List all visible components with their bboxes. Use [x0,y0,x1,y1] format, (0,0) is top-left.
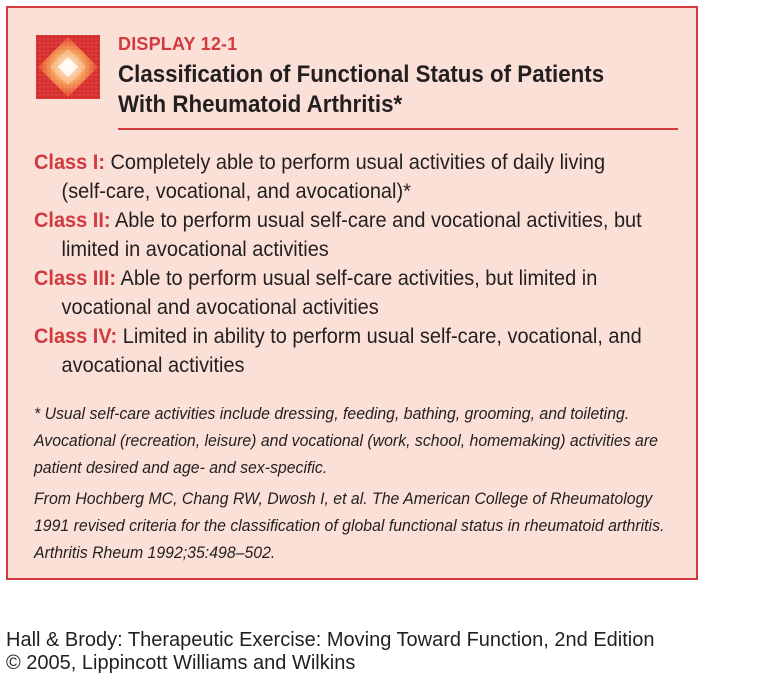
class-term: Class IV: [34,325,118,348]
class-term: Class III: [34,267,117,290]
class-item-1 [34,148,652,206]
display-title: Classification of Functional Status of Patients With Rheumatoid Arthritis* [118,61,605,118]
class-item-4 [34,322,652,380]
display-box [6,6,698,580]
class-term: Class II: [34,209,111,232]
credit-line-copyright: © 2005, Lippincott Williams and Wilkins [6,652,356,674]
class-item-2 [34,206,652,264]
notes [34,401,668,571]
book-credit [6,629,654,675]
class-description: Completely able to perform usual activities of daily living (self-care, vocational, and avocational)* [61,151,606,203]
display-label: DISPLAY 12-1 [118,34,238,54]
class-description: Able to perform usual self-care activities, but limited in vocational and avocational activities [61,267,598,319]
class-description: Able to perform usual self-care and vocational activities, but limited in avocational activities [61,209,642,261]
class-list [34,148,684,380]
class-term: Class I: [34,151,105,174]
credit-line-book: Hall & Brody: Therapeutic Exercise: Moving Toward Function, 2nd Edition [6,629,655,651]
title-divider [118,128,678,130]
footnote: * Usual self-care activities include dressing, feeding, bathing, grooming, and toileting. Avocational (recreation, leisure) and vocational (work, school, homemaking) activities are patient desired and age- and sex-specific. [34,405,658,477]
class-description: Limited in ability to perform usual self-care, vocational, and avocational activities [61,325,642,377]
source-citation: From Hochberg MC, Chang RW, Dwosh I, et al. The American College of Rheumatology 1991 revised criteria for the classification of global functional status in rheumatoid arthritis. Arthritis Rheum 1992;35:498–502. [34,490,665,562]
diamond-burst-icon [36,35,100,99]
class-item-3 [34,264,652,322]
